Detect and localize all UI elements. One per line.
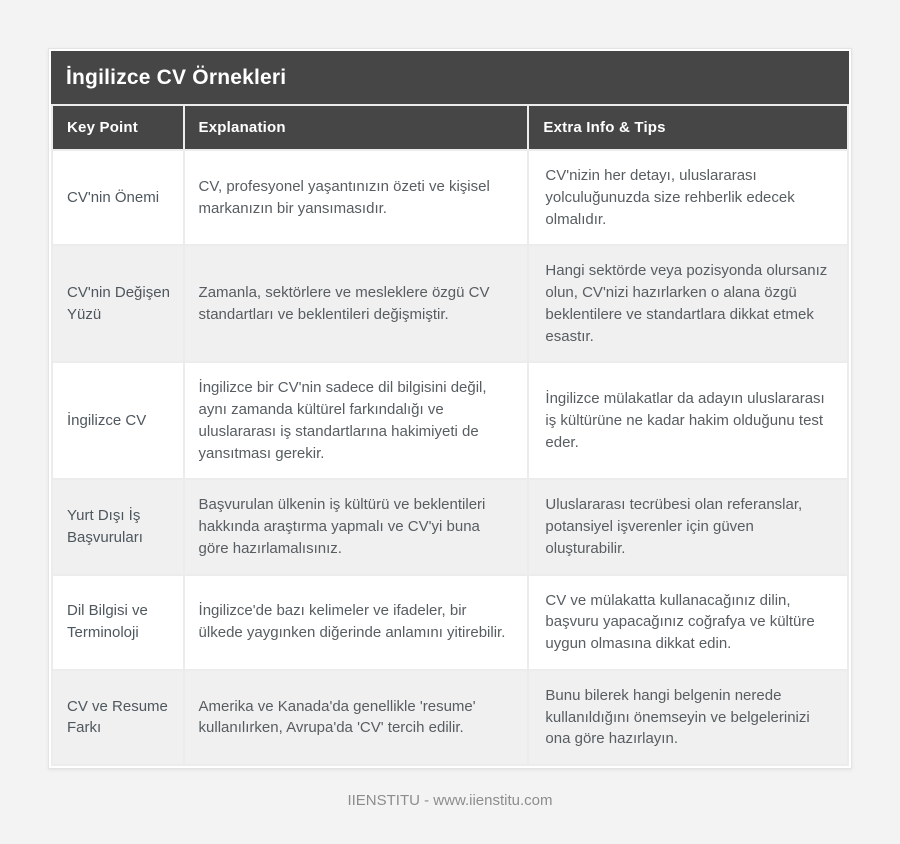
table-row bbox=[53, 480, 847, 573]
table-header bbox=[53, 106, 847, 149]
cv-info-table bbox=[51, 104, 849, 766]
table-row bbox=[53, 363, 847, 478]
explanation-cell: CV, profesyonel yaşantınızın özeti ve kişisel markanızın bir yansımasıdır. bbox=[185, 151, 528, 244]
table-row bbox=[53, 246, 847, 361]
explanation-cell: Başvurulan ülkenin iş kültürü ve beklentileri hakkında araştırma yapmalı ve CV'yi buna göre hazırlamalısınız. bbox=[185, 480, 528, 573]
table-row bbox=[53, 576, 847, 669]
table-body bbox=[53, 151, 847, 764]
page-title: İngilizce CV Örnekleri bbox=[51, 51, 849, 104]
column-header-key-point: Key Point bbox=[53, 106, 183, 149]
key-point-cell: CV'nin Değişen Yüzü bbox=[53, 246, 183, 361]
extra-info-cell: İngilizce mülakatlar da adayın uluslararası iş kültürüne ne kadar hakim olduğunu test eder. bbox=[529, 363, 847, 478]
explanation-cell: İngilizce'de bazı kelimeler ve ifadeler, bir ülkede yaygınken diğerinde anlamını yitirebilir. bbox=[185, 576, 528, 669]
extra-info-cell: Bunu bilerek hangi belgenin nerede kullanıldığını önemseyin ve belgelerinizi ona göre hazırlayın. bbox=[529, 671, 847, 764]
key-point-cell: CV'nin Önemi bbox=[53, 151, 183, 244]
cv-table-card bbox=[48, 48, 852, 769]
table-row bbox=[53, 151, 847, 244]
column-header-extra-info: Extra Info & Tips bbox=[529, 106, 847, 149]
table-row bbox=[53, 671, 847, 764]
key-point-cell: İngilizce CV bbox=[53, 363, 183, 478]
key-point-cell: Dil Bilgisi ve Terminoloji bbox=[53, 576, 183, 669]
extra-info-cell: Uluslararası tecrübesi olan referanslar, potansiyel işverenler için güven oluşturabilir. bbox=[529, 480, 847, 573]
extra-info-cell: CV'nizin her detayı, uluslararası yolculuğunuzda size rehberlik edecek olmalıdır. bbox=[529, 151, 847, 244]
explanation-cell: Amerika ve Kanada'da genellikle 'resume' kullanılırken, Avrupa'da 'CV' tercih edilir. bbox=[185, 671, 528, 764]
extra-info-cell: CV ve mülakatta kullanacağınız dilin, başvuru yapacağınız coğrafya ve kültüre uygun olmasına dikkat edin. bbox=[529, 576, 847, 669]
explanation-cell: İngilizce bir CV'nin sadece dil bilgisini değil, aynı zamanda kültürel farkındalığı ve uluslararası iş standartlarına hakimiyeti de yansıtması gerekir. bbox=[185, 363, 528, 478]
footer-credit: IIENSTITU - www.iienstitu.com bbox=[347, 792, 553, 809]
explanation-cell: Zamanla, sektörlere ve mesleklere özgü CV standartları ve beklentileri değişmiştir. bbox=[185, 246, 528, 361]
key-point-cell: Yurt Dışı İş Başvuruları bbox=[53, 480, 183, 573]
header-row bbox=[53, 106, 847, 149]
extra-info-cell: Hangi sektörde veya pozisyonda olursanız olun, CV'nizi hazırlarken o alana özgü beklentilere ve standartlara dikkat etmek esastır. bbox=[529, 246, 847, 361]
column-header-explanation: Explanation bbox=[185, 106, 528, 149]
key-point-cell: CV ve Resume Farkı bbox=[53, 671, 183, 764]
